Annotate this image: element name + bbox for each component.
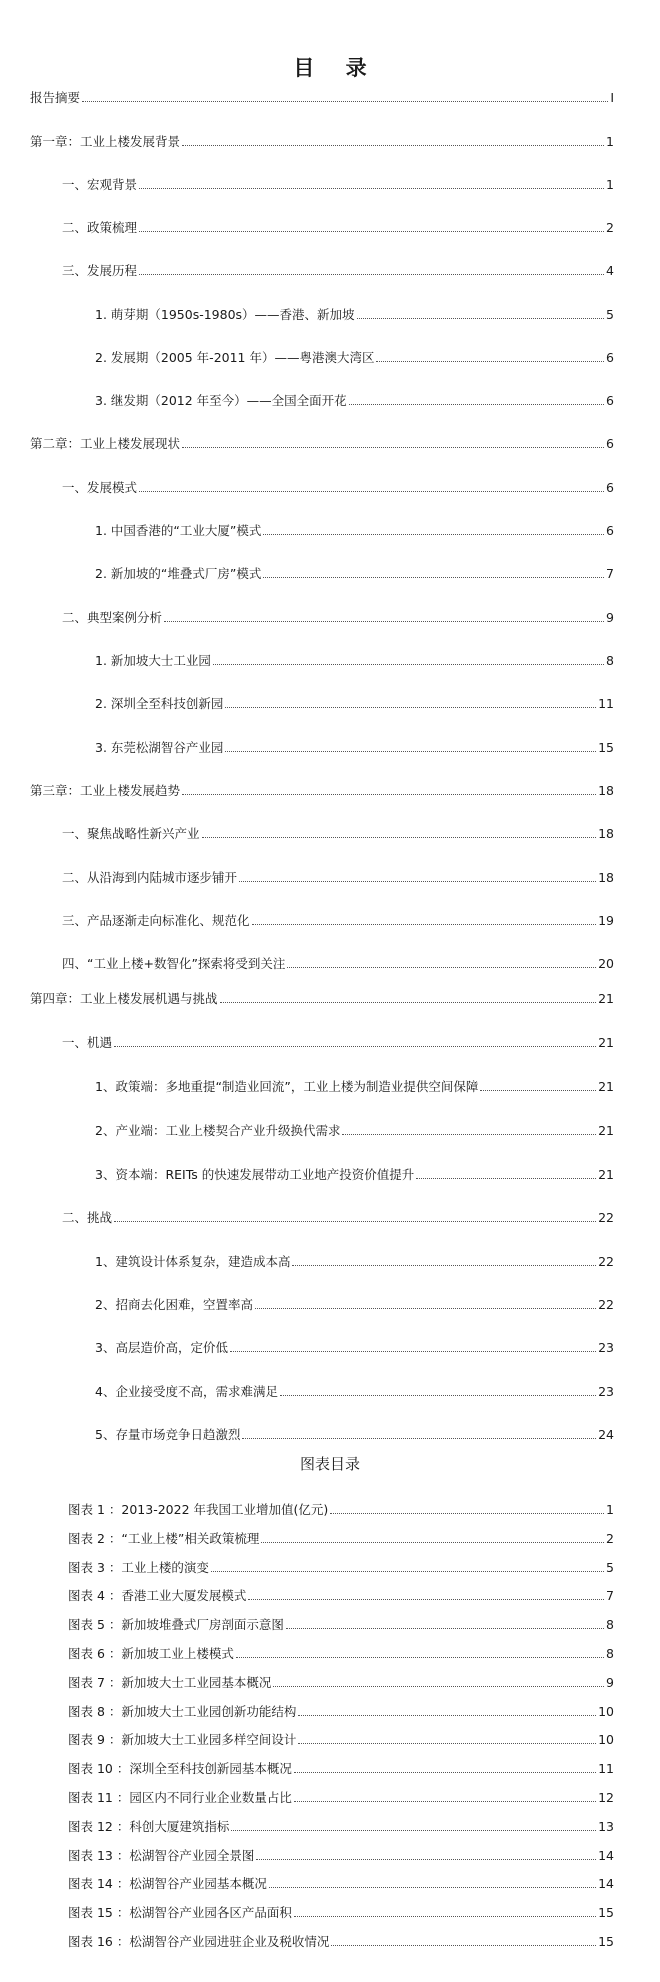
toc-entry-label: 2. 新加坡的“堆叠式厂房”模式 <box>95 566 262 581</box>
dot-leader <box>242 1438 596 1439</box>
toc-entry[interactable] <box>62 478 614 496</box>
figure-entry[interactable] <box>68 1932 614 1950</box>
toc-entry-page: 1 <box>606 134 614 149</box>
figure-entry-label: 图表 14 ：松湖智谷产业园基本概况 <box>68 1876 267 1892</box>
figure-entry-label: 图表 8 ：新加坡大士工业园创新功能结构 <box>68 1703 297 1719</box>
toc-entry-label: 3. 东莞松湖智谷产业园 <box>95 740 224 755</box>
dot-leader <box>202 837 597 838</box>
toc-entry-label: 报告摘要 <box>30 90 81 105</box>
figure-entry-page: 8 <box>606 1617 614 1633</box>
toc-entry-label: 第四章：工业上楼发展机遇与挑战 <box>30 991 218 1006</box>
figure-entry[interactable] <box>68 1586 614 1604</box>
toc-entry-page: 6 <box>606 480 614 495</box>
figure-entry-page: 2 <box>606 1530 614 1546</box>
figure-entry-label: 图表 9 ：新加坡大士工业园多样空间设计 <box>68 1732 297 1748</box>
dot-leader <box>230 1351 596 1352</box>
toc-entry-label: 1. 新加坡大士工业园 <box>95 653 211 668</box>
dot-leader <box>225 751 596 752</box>
toc-entry-label: 2. 发展期（2005 年-2011 年）——粤港澳大湾区 <box>95 350 375 365</box>
toc-entry-label: 一、宏观背景 <box>62 177 138 192</box>
toc-entry[interactable] <box>95 1295 614 1313</box>
dot-leader <box>273 1686 604 1687</box>
dot-leader <box>139 491 604 492</box>
toc-entry-page: 19 <box>598 913 614 928</box>
figure-entry-label: 图表 12 ：科创大厦建筑指标 <box>68 1818 230 1834</box>
dot-leader <box>139 231 604 232</box>
toc-entry[interactable] <box>62 911 614 929</box>
toc-entry-page: I <box>610 90 614 105</box>
toc-entry-label: 3、高层造价高，定价低 <box>95 1340 228 1355</box>
dot-leader <box>263 534 604 535</box>
toc-entry[interactable] <box>62 218 614 236</box>
toc-entry-page: 15 <box>598 740 614 755</box>
figure-entry[interactable] <box>68 1500 614 1518</box>
dot-leader <box>182 145 604 146</box>
figure-entry-label: 图表 1 ：2013-2022 年我国工业增加值(亿元) <box>68 1502 329 1517</box>
figure-entry-page: 15 <box>598 1905 614 1921</box>
dot-leader <box>231 1830 596 1831</box>
dot-leader <box>294 1772 596 1773</box>
toc-entry[interactable] <box>30 132 614 150</box>
dot-leader <box>286 1628 604 1629</box>
toc-entry[interactable] <box>95 348 614 366</box>
dot-leader <box>416 1178 596 1179</box>
figure-entry-label: 图表 5 ：新加坡堆叠式厂房剖面示意图 <box>68 1617 284 1633</box>
dot-leader <box>330 1513 604 1514</box>
toc-entry-page: 6 <box>606 350 614 365</box>
dot-leader <box>220 1002 597 1003</box>
dot-leader <box>376 361 604 362</box>
toc-entry-page: 18 <box>598 870 614 885</box>
toc-entry-label: 3. 继发期（2012 年至今）——全国全面开花 <box>95 393 347 408</box>
toc-entry-page: 21 <box>598 1035 614 1050</box>
dot-leader <box>287 967 596 968</box>
toc-entry[interactable] <box>62 868 614 886</box>
figure-entry[interactable] <box>68 1730 614 1748</box>
toc-entry-page: 21 <box>598 1079 614 1094</box>
toc-entry-label: 四、“工业上楼+数智化”探索将受到关注 <box>62 956 286 971</box>
toc-entry-label: 二、政策梳理 <box>62 220 138 235</box>
figure-entry[interactable] <box>68 1615 614 1633</box>
dot-leader <box>294 1916 596 1917</box>
toc-entry-label: 第二章：工业上楼发展现状 <box>30 436 181 451</box>
figure-entry-label: 图表 16 ：松湖智谷产业园进驻企业及税收情况 <box>68 1934 330 1949</box>
figure-entry-page: 14 <box>598 1876 614 1892</box>
dot-leader <box>182 447 604 448</box>
toc-entry[interactable] <box>95 738 614 756</box>
toc-entry[interactable] <box>95 564 614 582</box>
toc-entry[interactable] <box>95 1165 614 1183</box>
toc-entry-label: 1. 中国香港的“工业大厦”模式 <box>95 523 262 538</box>
toc-entry-page: 6 <box>606 523 614 538</box>
toc-entry-page: 6 <box>606 393 614 408</box>
figure-entry-label: 图表 6 ：新加坡工业上楼模式 <box>68 1646 234 1661</box>
figure-entry[interactable] <box>68 1874 614 1892</box>
toc-entry-page: 11 <box>598 696 614 711</box>
toc-entry-label: 二、从沿海到内陆城市逐步铺开 <box>62 870 238 885</box>
figure-entry-page: 13 <box>598 1818 614 1834</box>
toc-entry-label: 3、资本端：REITs 的快速发展带动工业地产投资价值提升 <box>95 1167 415 1182</box>
figure-entry-page: 7 <box>606 1588 614 1604</box>
figure-entry-label: 图表 2 ：“工业上楼”相关政策梳理 <box>68 1530 260 1546</box>
dot-leader <box>139 274 604 275</box>
dot-leader <box>164 621 604 622</box>
toc-entry[interactable] <box>62 175 614 193</box>
figure-entry-page: 9 <box>606 1674 614 1690</box>
figure-entry-page: 10 <box>598 1732 614 1748</box>
dot-leader <box>236 1657 604 1658</box>
toc-entry-page: 21 <box>598 991 614 1006</box>
toc-entry-page: 4 <box>606 263 614 278</box>
toc-entry[interactable] <box>95 1252 614 1270</box>
toc-entry-page: 22 <box>598 1210 614 1225</box>
figure-entry-label: 图表 11 ：园区内不同行业企业数量占比 <box>68 1790 292 1805</box>
toc-entry-label: 三、产品逐渐走向标准化、规范化 <box>62 913 250 928</box>
toc-entry-label: 一、发展模式 <box>62 480 138 495</box>
toc-entry-label: 1、建筑设计体系复杂，建造成本高 <box>95 1254 291 1269</box>
toc-entry-page: 1 <box>606 177 614 192</box>
toc-entry-label: 第一章：工业上楼发展背景 <box>30 134 181 149</box>
toc-entry[interactable] <box>30 434 614 452</box>
toc-entry-label: 第三章：工业上楼发展趋势 <box>30 783 181 798</box>
toc-entry-label: 二、挑战 <box>62 1210 113 1225</box>
figure-entry-page: 12 <box>598 1790 614 1805</box>
figure-entry[interactable] <box>68 1702 614 1720</box>
dot-leader <box>292 1265 596 1266</box>
dot-leader <box>114 1046 596 1047</box>
toc-entry-page: 24 <box>598 1427 614 1442</box>
toc-entry-page: 18 <box>598 826 614 841</box>
dot-leader <box>256 1859 596 1860</box>
toc-entry-page: 2 <box>606 220 614 235</box>
toc-entry[interactable] <box>95 1382 614 1400</box>
dot-leader <box>269 1887 596 1888</box>
toc-entry-page: 5 <box>606 307 614 322</box>
dot-leader <box>280 1395 596 1396</box>
toc-entry[interactable] <box>30 88 614 106</box>
toc-entry-label: 2、产业端：工业上楼契合产业升级换代需求 <box>95 1123 341 1138</box>
toc-entry[interactable] <box>62 608 614 626</box>
dot-leader <box>182 794 596 795</box>
figure-entry[interactable] <box>68 1529 614 1547</box>
figure-entry-label: 图表 3 ：工业上楼的演变 <box>68 1559 209 1575</box>
figure-entry[interactable] <box>68 1846 614 1864</box>
toc-entry-label: 一、机遇 <box>62 1035 113 1050</box>
dot-leader <box>331 1945 596 1946</box>
figure-entry[interactable] <box>68 1558 614 1576</box>
dot-leader <box>298 1743 596 1744</box>
toc-entry[interactable] <box>95 1121 614 1139</box>
toc-entry[interactable] <box>95 651 614 669</box>
toc-entry[interactable] <box>95 694 614 712</box>
dot-leader <box>349 404 604 405</box>
toc-entry-page: 18 <box>598 783 614 798</box>
toc-entry-page: 6 <box>606 436 614 451</box>
toc-entry[interactable] <box>95 1077 614 1095</box>
toc-entry-page: 22 <box>598 1254 614 1269</box>
toc-entry-label: 5、存量市场竞争日趋激烈 <box>95 1427 241 1442</box>
dot-leader <box>114 1221 596 1222</box>
figure-entry-page: 14 <box>598 1847 614 1863</box>
toc-entry-label: 一、聚焦战略性新兴产业 <box>62 826 200 841</box>
toc-title: 目 录 <box>293 56 379 80</box>
toc-entry-label: 1. 萌芽期（1950s-1980s）——香港、新加坡 <box>95 307 355 322</box>
figure-entry-label: 图表 7 ：新加坡大士工业园基本概况 <box>68 1674 272 1690</box>
toc-entry[interactable] <box>30 989 614 1007</box>
figure-entry-page: 11 <box>598 1761 614 1777</box>
toc-entry[interactable] <box>95 305 614 323</box>
toc-entry-label: 三、发展历程 <box>62 263 138 278</box>
toc-entry[interactable] <box>62 1033 614 1051</box>
figure-entry-page: 8 <box>606 1646 614 1661</box>
toc-entry[interactable] <box>62 824 614 842</box>
toc-entry[interactable] <box>95 521 614 539</box>
figure-entry-label: 图表 4 ：香港工业大厦发展模式 <box>68 1588 247 1604</box>
toc-entry[interactable] <box>95 1338 614 1356</box>
dot-leader <box>261 1542 604 1543</box>
figure-entry-page: 10 <box>598 1703 614 1719</box>
toc-entry-label: 二、典型案例分析 <box>62 610 163 625</box>
toc-entry-page: 9 <box>606 610 614 625</box>
dot-leader <box>82 101 608 102</box>
dot-leader <box>298 1715 596 1716</box>
toc-entry-page: 8 <box>606 653 614 668</box>
toc-entry[interactable] <box>62 954 614 972</box>
toc-entry-page: 22 <box>598 1297 614 1312</box>
toc-entry-page: 23 <box>598 1384 614 1399</box>
dot-leader <box>357 318 604 319</box>
dot-leader <box>294 1801 596 1802</box>
toc-entry[interactable] <box>95 1425 614 1443</box>
dot-leader <box>248 1599 604 1600</box>
toc-entry-label: 1、政策端：多地重提“制造业回流”，工业上楼为制造业提供空间保障 <box>95 1079 479 1094</box>
toc-entry-page: 20 <box>598 956 614 971</box>
toc-entry-page: 23 <box>598 1340 614 1355</box>
toc-entry[interactable] <box>30 781 614 799</box>
figure-entry[interactable] <box>68 1817 614 1835</box>
figure-entry[interactable] <box>68 1644 614 1662</box>
dot-leader <box>211 1571 604 1572</box>
toc-entry-page: 7 <box>606 566 614 581</box>
dot-leader <box>213 664 604 665</box>
figure-entry-page: 15 <box>598 1934 614 1949</box>
figure-entry-page: 1 <box>606 1502 614 1517</box>
dot-leader <box>139 188 604 189</box>
dot-leader <box>225 707 596 708</box>
toc-entry-label: 4、企业接受度不高，需求难满足 <box>95 1384 278 1399</box>
dot-leader <box>252 924 597 925</box>
dot-leader <box>342 1134 596 1135</box>
toc-entry-page: 21 <box>598 1123 614 1138</box>
figure-list-title: 图表目录 <box>299 1455 360 1473</box>
figure-entry-page: 5 <box>606 1559 614 1575</box>
toc-entry-label: 2. 深圳全至科技创新园 <box>95 696 224 711</box>
figure-entry-label: 图表 15 ：松湖智谷产业园各区产品面积 <box>68 1905 292 1921</box>
figure-entry-label: 图表 10 ：深圳全至科技创新园基本概况 <box>68 1761 292 1777</box>
toc-entry-label: 2、招商去化困难，空置率高 <box>95 1297 253 1312</box>
figure-entry[interactable] <box>68 1903 614 1921</box>
toc-entry[interactable] <box>95 391 614 409</box>
dot-leader <box>263 577 604 578</box>
figure-entry[interactable] <box>68 1788 614 1806</box>
figure-entry[interactable] <box>68 1759 614 1777</box>
toc-entry[interactable] <box>62 261 614 279</box>
figure-entry[interactable] <box>68 1673 614 1691</box>
dot-leader <box>255 1308 596 1309</box>
dot-leader <box>480 1090 596 1091</box>
toc-entry[interactable] <box>62 1208 614 1226</box>
dot-leader <box>239 881 596 882</box>
figure-entry-label: 图表 13 ：松湖智谷产业园全景图 <box>68 1847 255 1863</box>
toc-entry-page: 21 <box>598 1167 614 1182</box>
